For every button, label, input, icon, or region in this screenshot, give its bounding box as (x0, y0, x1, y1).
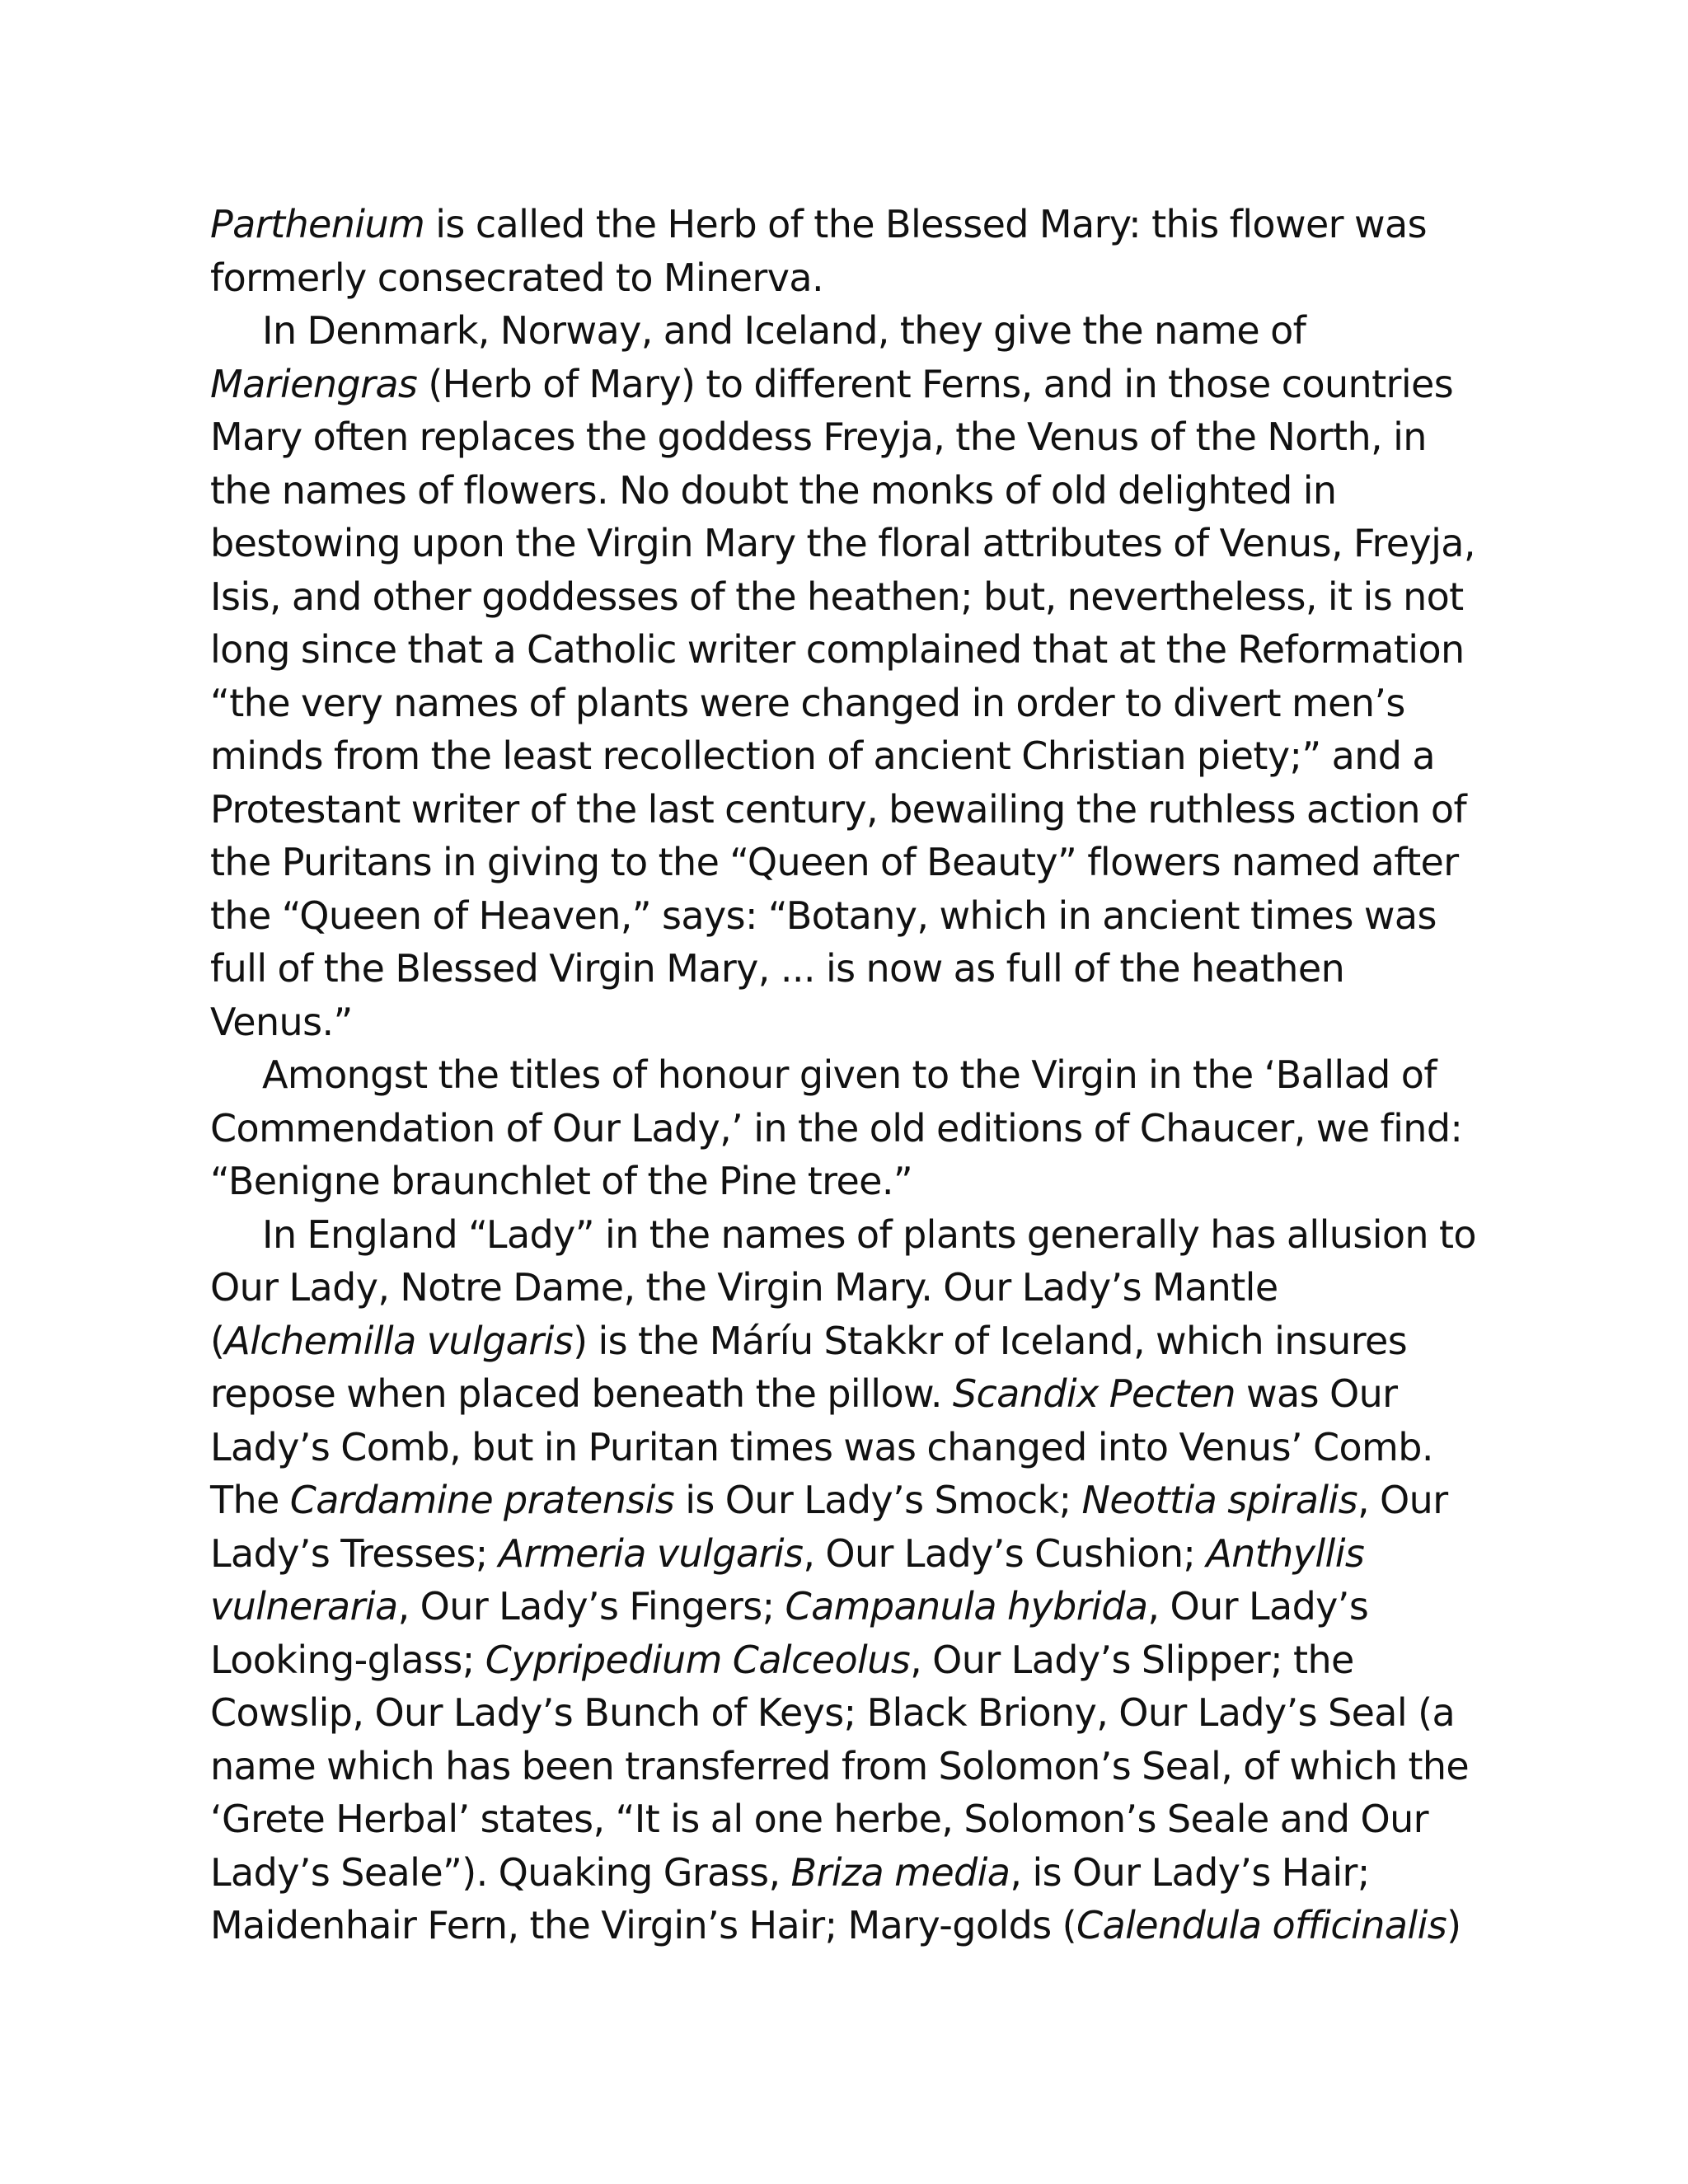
text-run: Cardamine pratensis (289, 1478, 675, 1522)
text-run: Briza media (790, 1849, 1010, 1895)
text-run: ) (1447, 1903, 1461, 1947)
text-run: Campanula hybrida (785, 1584, 1148, 1629)
page-body (210, 198, 1488, 1952)
text-run: Cypripedium Calceolus (485, 1637, 911, 1682)
paragraph-parthenium (210, 198, 1488, 304)
text-run: , Our Lady’s Tresses; (210, 1478, 1448, 1576)
text-run: is called the Herb of the Blessed Mary: this flower was formerly consecrated to Minerva. (210, 202, 1427, 300)
text-run: , Our Lady’s Slipper; the Cowslip, Our Lady’s Bunch of Keys; Black Briony, Our Lady’s Seal (a name which has been transferred from Solomon’s Seal, of which the ‘Grete Herbal’ states, “It is al one herbe, Solomon’s Seale and Our Lady’s Seale”). Quaking Grass, (210, 1637, 1470, 1895)
paragraph-mariengras (210, 304, 1488, 1048)
text-run: ) is the Máríu Stakkr of Iceland, which insures repose when placed beneath the pillow. (210, 1318, 1408, 1416)
text-run: Calendula officinalis (1076, 1903, 1447, 1947)
text-run: Mariengras (210, 361, 418, 406)
text-run: was Our Lady’s Comb, but in Puritan times was changed into Venus’ Comb. The (210, 1371, 1433, 1522)
text-run: is Our Lady’s Smock; (674, 1478, 1082, 1522)
paragraph-lady-plants (210, 1208, 1488, 1952)
text-run: Neottia spiralis (1081, 1478, 1358, 1522)
text-run: Anthyllis vulneraria (210, 1530, 1365, 1629)
text-run: (Herb of Mary) to different Ferns, and in those countries Mary often replaces the goddess Freyja, the Venus of the North, in the names of flowers. No doubt the monks of old delighted in bestowing upon the Virgin Mary the floral attributes of Venus, Freyja, Isis, and other goddesses of the heathen; but, nevertheless, it is not long since that a Catholic writer complained that at the Reformation “the very names of plants were changed in order to divert men’s minds from the least recollection of ancient Christian piety;” and a Protestant writer of the last century, bewailing the ruthless action of the Puritans in giving to the “Queen of Beauty” flowers named after the “Queen of Heaven,” says: “Botany, which in ancient times was full of the Blessed Virgin Mary, ... is now as full of the heathen Venus.” (210, 361, 1475, 1044)
text-run: In England “Lady” in the names of plants generally has allusion to Our Lady, Notre Dame, the Virgin Mary. Our Lady’s Mantle ( (210, 1212, 1476, 1363)
text-run: Armeria vulgaris (498, 1530, 804, 1576)
text-run: , Our Lady’s Looking-glass; (210, 1584, 1369, 1682)
text-run: , is Our Lady’s Hair; Maidenhair Fern, the Virgin’s Hair; Mary-golds ( (210, 1849, 1370, 1947)
text-run: , Our Lady’s Cushion; (803, 1530, 1207, 1576)
text-run: Amongst the titles of honour given to the Virgin in the ‘Ballad of Commendation of Our Lady,’ in the old editions of Chaucer, we find: “Benigne braunchlet of the Pine tree.” (210, 1052, 1463, 1203)
paragraph-chaucer (210, 1048, 1488, 1208)
text-run: Alchemilla vulgaris (224, 1318, 574, 1363)
text-run: Scandix Pecten (952, 1371, 1236, 1416)
text-run: , Our Lady’s Fingers; (397, 1584, 785, 1629)
text-run: Parthenium (210, 202, 425, 246)
text-run: In Denmark, Norway, and Iceland, they give the name of (262, 308, 1306, 353)
